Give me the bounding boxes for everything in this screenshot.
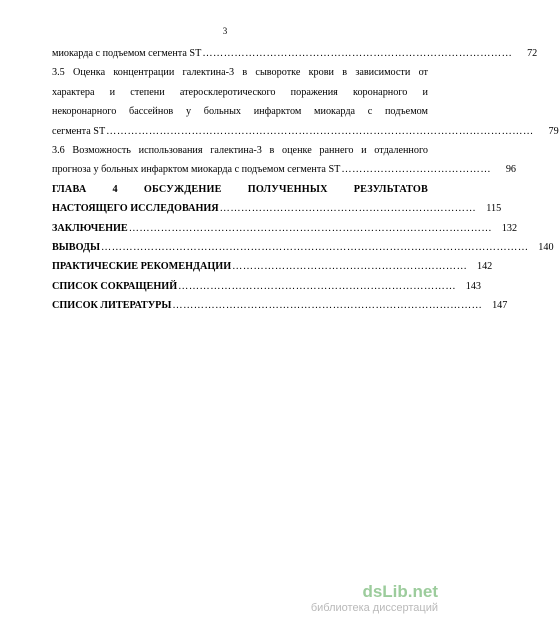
dot-leader: ………………………………………………………… [232, 261, 468, 273]
dot-leader: …………………………………… [341, 164, 491, 176]
toc-entry-title: СПИСОК СОКРАЩЕНИЙ [52, 280, 178, 292]
toc-entry[interactable] [52, 277, 481, 296]
toc-page-number: 79 [548, 125, 559, 137]
page-number: 3 [222, 26, 228, 36]
toc-entry-title: ПРАКТИЧЕСКИЕ РЕКОМЕНДАЦИИ [52, 261, 232, 273]
toc-page-number: 147 [492, 300, 508, 312]
toc-page-number: 140 [538, 242, 554, 254]
toc-entry-title[interactable]: ГЛАВА 4 ОБСУЖДЕНИЕ ПОЛУЧЕННЫХ РЕЗУЛЬТАТОВ [52, 183, 428, 195]
toc-entry[interactable] [52, 219, 518, 238]
dot-leader: ………………………………………………………………………………………… [128, 222, 493, 234]
toc-entry[interactable] [52, 296, 508, 315]
toc-entry-title: СПИСОК ЛИТЕРАТУРЫ [52, 300, 172, 312]
watermark [311, 583, 438, 615]
toc-entry-title: некоронарного бассейнов у больных инфарктом миокарда с подъемом [52, 106, 428, 118]
toc-entry-title: характера и степени атеросклеротического поражения коронарного и [52, 86, 428, 98]
dot-leader: ………………………………………………………………………………………………………… [106, 125, 534, 137]
toc-entry-title: сегмента ST [52, 125, 106, 137]
toc-page-number: 132 [501, 222, 518, 234]
watermark-subtitle: библиотека диссертаций [310, 602, 438, 614]
dot-leader: …………………………………………………………………… [178, 280, 456, 292]
dot-leader: …………………………………………………………………………… [172, 300, 483, 312]
toc-entry[interactable] [52, 44, 538, 63]
toc-entry[interactable] [52, 160, 516, 179]
dot-leader: ……………………………………………………………… [219, 203, 477, 215]
toc-entry-title: НАСТОЯЩЕГО ИССЛЕДОВАНИЯ [52, 203, 219, 215]
toc-entry[interactable] [52, 238, 554, 257]
toc-entry-title: прогноза у больных инфарктом миокарда с подъемом сегмента ST [52, 164, 341, 176]
toc-page-number: 96 [505, 164, 516, 176]
toc-page-number: 142 [476, 261, 493, 273]
dot-leader: ………………………………………………………………………………………………………… [101, 242, 529, 254]
toc-entry-title[interactable]: 3.6 Возможность использования галектина-3 в оценке раннего и отдаленного [52, 145, 428, 157]
dot-leader: …………………………………………………………………………… [202, 48, 513, 59]
toc-entry[interactable] [52, 257, 493, 276]
watermark-logo: dsLib.net [362, 582, 438, 601]
toc-page-number: 115 [486, 203, 502, 215]
toc-page-number: 72 [527, 48, 538, 59]
toc-entry-title: ЗАКЛЮЧЕНИЕ [52, 222, 128, 234]
table-of-contents [52, 44, 559, 316]
toc-entry-title: ВЫВОДЫ [52, 242, 101, 254]
toc-entry[interactable] [52, 122, 559, 141]
toc-page-number: 143 [465, 280, 481, 292]
toc-entry-title[interactable]: 3.5 Оценка концентрации галектина-3 в сыворотке крови в зависимости от [52, 67, 428, 79]
toc-entry[interactable] [52, 199, 502, 218]
toc-entry-title: миокарда с подъемом сегмента ST [52, 48, 202, 59]
